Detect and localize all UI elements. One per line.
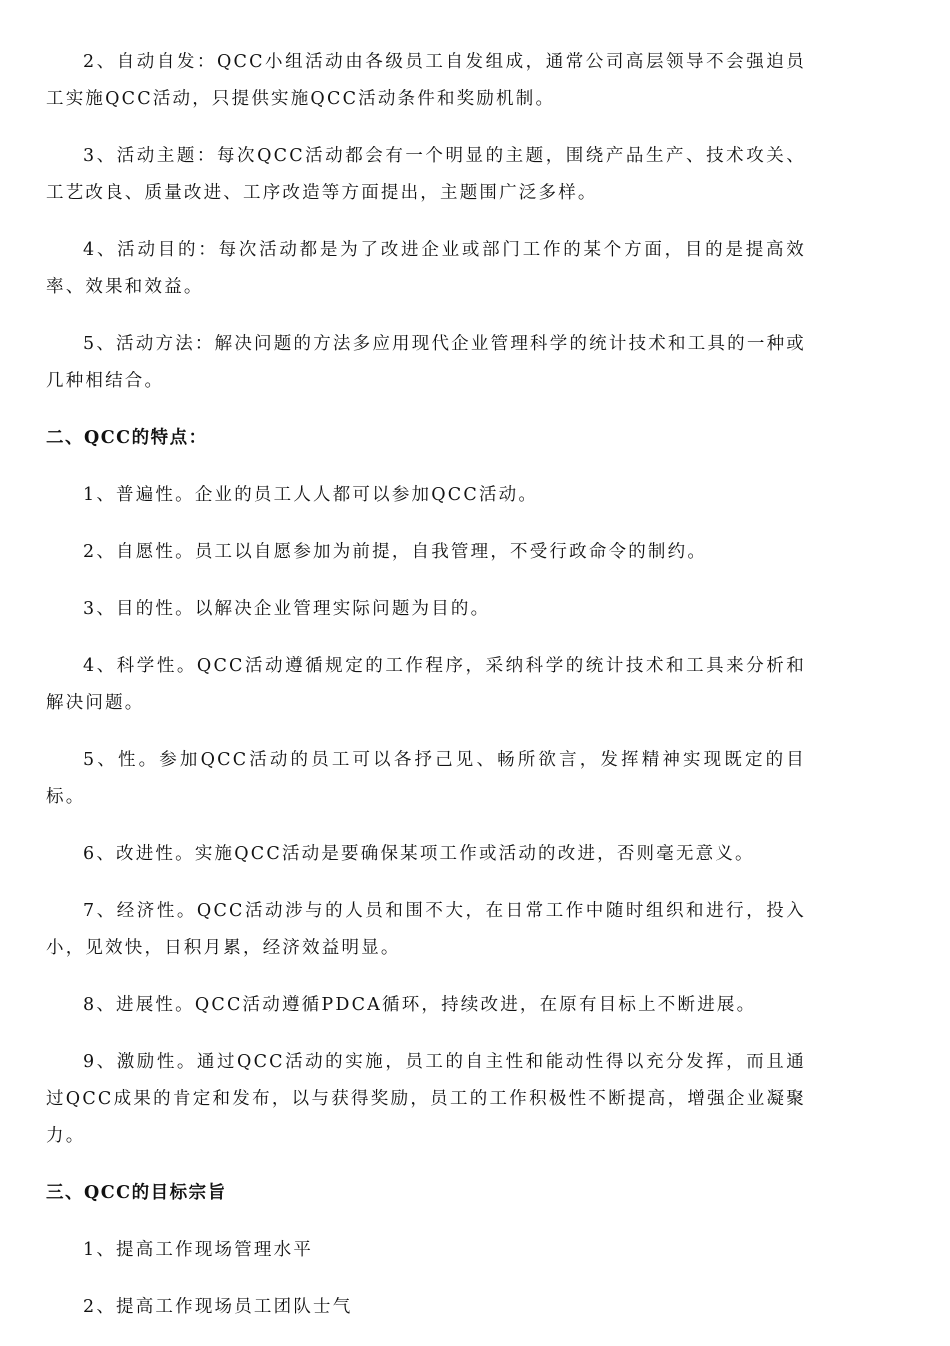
- paragraph-activity-purpose: 4、活动目的：每次活动都是为了改进企业或部门工作的某个方面，目的是提高效率、效果和效益。: [46, 240, 806, 297]
- feature-item: 1、普遍性。企业的员工人人都可以参加QCC活动。: [83, 485, 539, 505]
- feature-item: 4、科学性。QCC活动遵循规定的工作程序，采纳科学的统计技术和工具来分析和解决问题。: [46, 656, 806, 713]
- document-page: [46, 44, 806, 1346]
- feature-item: 6、改进性。实施QCC活动是要确保某项工作或活动的改进，否则毫无意义。: [83, 844, 755, 864]
- feature-item: 7、经济性。QCC活动涉与的人员和围不大，在日常工作中随时组织和进行，投入小，见效快，日积月累，经济效益明显。: [46, 901, 806, 958]
- section-heading-features: 二、QCC的特点：: [46, 428, 208, 448]
- feature-item: 3、目的性。以解决企业管理实际问题为目的。: [83, 599, 491, 619]
- paragraph-auto-initiative: 2、自动自发：QCC小组活动由各级员工自发组成，通常公司高层领导不会强迫员工实施QCC活动，只提供实施QCC活动条件和奖励机制。: [46, 52, 806, 109]
- paragraph-activity-theme: 3、活动主题：每次QCC活动都会有一个明显的主题，围绕产品生产、技术攻关、工艺改良、质量改进、工序改造等方面提出，主题围广泛多样。: [46, 146, 806, 203]
- goal-item: 1、提高工作现场管理水平: [83, 1240, 314, 1260]
- feature-item: 9、激励性。通过QCC活动的实施，员工的自主性和能动性得以充分发挥，而且通过QCC成果的肯定和发布，以与获得奖励，员工的工作积极性不断提高，增强企业凝聚力。: [46, 1052, 806, 1146]
- section-heading-goals: 三、QCC的目标宗旨: [46, 1183, 227, 1203]
- feature-item: 2、自愿性。员工以自愿参加为前提，自我管理，不受行政命令的制约。: [83, 542, 708, 562]
- feature-item: 5、性。参加QCC活动的员工可以各抒己见、畅所欲言，发挥精神实现既定的目标。: [46, 750, 806, 807]
- paragraph-activity-method: 5、活动方法：解决问题的方法多应用现代企业管理科学的统计技术和工具的一种或几种相结合。: [46, 334, 806, 391]
- feature-item: 8、进展性。QCC活动遵循PDCA循环，持续改进，在原有目标上不断进展。: [83, 995, 757, 1015]
- goal-item: 2、提高工作现场员工团队士气: [83, 1297, 353, 1317]
